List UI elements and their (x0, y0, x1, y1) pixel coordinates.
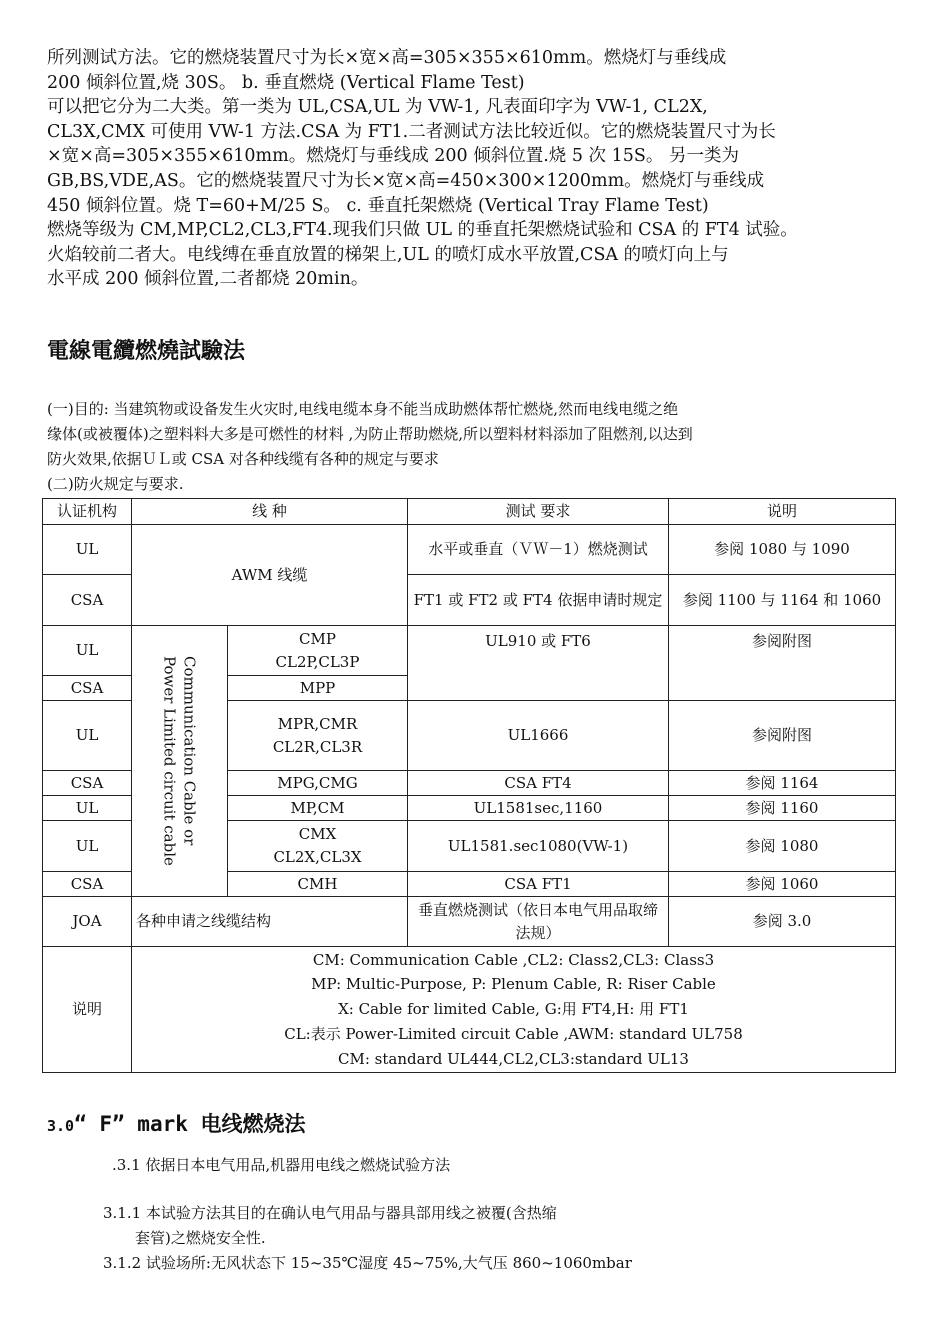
table-notes-row (43, 947, 896, 1073)
intro-line: 水平成 200 倾斜位置,二者都烧 20min。 (47, 269, 369, 290)
intro-line: 450 倾斜位置。烧 T=60+M/25 S。 c. 垂直托架燃烧 (Vertical Tray Flame Test) (47, 195, 709, 216)
cell-note: 参阅 1080 (669, 821, 896, 872)
cell-note: 参阅 1160 (669, 796, 896, 821)
purpose-line: 防火效果,依据ＵＬ或 CSA 对各种线缆有各种的规定与要求 (47, 450, 439, 468)
cell-cable: 各种申请之线缆结构 (132, 897, 408, 947)
cell-note: 参阅附图 (669, 626, 896, 701)
cell-note: 参阅 1080 与 1090 (669, 525, 896, 575)
cell-requirement: UL1581sec,1160 (408, 796, 669, 821)
cell-awm-cable: AWM 线缆 (132, 525, 408, 626)
intro-line: 所列测试方法。它的燃烧装置尺寸为长×宽×高=305×355×610mm。燃烧灯与垂线成 (47, 48, 727, 68)
cell-agency: UL (43, 525, 132, 575)
cell-note: 参阅 3.0 (669, 897, 896, 947)
cell-cable: CMH (228, 872, 408, 897)
cell-cable: MPG,CMG (228, 771, 408, 796)
cable-line: CMX (298, 825, 337, 843)
intro-line: 火焰较前二者大。电线缚在垂直放置的梯架上,UL 的喷灯成水平放置,CSA 的喷灯向上与 (47, 244, 729, 265)
cell-requirement: CSA FT1 (408, 872, 669, 897)
section-number: 3.0 (47, 1117, 75, 1135)
cell-note: 参阅 1164 (669, 771, 896, 796)
header-test-requirement: 测试 要求 (408, 499, 669, 525)
cell-requirement: 垂直燃烧测试（依日本电气用品取缔法规） (408, 897, 669, 947)
cell-requirement: UL910 或 FT6 (408, 626, 669, 701)
header-agency: 认证机构 (43, 499, 132, 525)
table-row (43, 525, 896, 575)
note-line: MP: Multic-Purpose, P: Plenum Cable, R: Riser Cable (311, 975, 716, 994)
cell-requirement: FT1 或 FT2 或 FT4 依据申请时规定 (408, 575, 669, 626)
cable-line: CL2X,CL3X (273, 848, 362, 866)
intro-line: 200 倾斜位置,烧 30S。 b. 垂直燃烧 (Vertical Flame Test) (47, 72, 525, 93)
cell-note: 参阅 1060 (669, 872, 896, 897)
header-cable-type: 线 种 (132, 499, 408, 525)
cell-agency: CSA (43, 676, 132, 701)
section-3-1: .3.1 依据日本电气用品,机器用电线之燃烧试验方法 (112, 1156, 451, 1174)
purpose-line: (一)目的: 当建筑物或设备发生火灾时,电线电缆本身不能当成助燃体帮忙燃烧,然而电线电缆之绝 (47, 400, 679, 418)
intro-line: 可以把它分为二大类。第一类为 UL,CSA,UL 为 VW-1, 凡表面印字为 VW-1, CL2X, (47, 97, 708, 118)
note-line: CM: standard UL444,CL2,CL3:standard UL13 (338, 1049, 689, 1068)
section-title: “ F” mark 电线燃烧法 (74, 1112, 306, 1136)
cell-note: 参阅 1100 与 1164 和 1060 (669, 575, 896, 626)
section-3-1-1-cont: 套管)之燃烧安全性. (135, 1229, 266, 1247)
intro-line: ×宽×高=305×355×610mm。燃烧灯与垂线成 200 倾斜位置.烧 5 次 15S。 另一类为 (47, 146, 739, 167)
note-line: CL:表示 Power-Limited circuit Cable ,AWM: standard UL758 (284, 1024, 743, 1043)
cell-communication-cable-group (132, 626, 228, 897)
table-row (43, 626, 896, 676)
intro-line: 燃烧等级为 CM,MP,CL2,CL3,FT4.现我们只做 UL 的垂直托架燃烧试验和 CSA 的 FT4 试验。 (47, 220, 798, 241)
section-heading-flame-test: 電線電纜燃燒試驗法 (47, 339, 246, 364)
section-3-1-2: 3.1.2 试验场所:无风状态下 15~35℃湿度 45~75%,大气压 860~1060mbar (103, 1254, 632, 1272)
table-row (43, 897, 896, 947)
purpose-line: (二)防火规定与要求. (47, 475, 184, 493)
cell-agency: UL (43, 701, 132, 771)
cell-requirement: 水平或垂直（ＶＷ－1）燃烧测试 (408, 525, 669, 575)
cell-requirement: UL1581.sec1080(VW-1) (408, 821, 669, 872)
cell-note: 参阅附图 (669, 701, 896, 771)
cell-requirement: UL1666 (408, 701, 669, 771)
cell-notes (132, 947, 896, 1073)
cell-cable: MPP (228, 676, 408, 701)
certification-table (42, 498, 896, 1073)
cable-line: CL2P,CL3P (275, 652, 360, 671)
section-3-1-1: 3.1.1 本试验方法其目的在确认电气用品与器具部用线之被覆(含热缩 (103, 1204, 557, 1222)
note-line: CM: Communication Cable ,CL2: Class2,CL3: Class3 (312, 950, 715, 969)
cell-agency: UL (43, 626, 132, 676)
cell-cable: MPR,CMR CL2R,CL3R (228, 701, 408, 771)
purpose-line: 缘体(或被覆体)之塑料料大多是可燃性的材料 ,为防止帮助燃烧,所以塑料材料添加了阻燃剂,以达到 (47, 425, 693, 443)
cell-agency: UL (43, 796, 132, 821)
note-line: X: Cable for limited Cable, G:用 FT4,H: 用 FT1 (338, 1000, 689, 1019)
cable-line: CMP (299, 629, 336, 648)
cell-agency: CSA (43, 872, 132, 897)
header-note: 说明 (669, 499, 896, 525)
cell-notes-label: 说明 (43, 947, 132, 1073)
cell-cable (228, 821, 408, 872)
cell-agency: CSA (43, 575, 132, 626)
intro-line: CL3X,CMX 可使用 VW-1 方法.CSA 为 FT1.二者测试方法比较近似。它的燃烧装置尺寸为长 (47, 121, 776, 142)
table-header-row (43, 499, 896, 525)
intro-text (47, 46, 917, 292)
cell-agency: CSA (43, 771, 132, 796)
vertical-cable-label: Communication Cable or Power Limited circuit cable (160, 656, 199, 866)
cell-cable (228, 626, 408, 676)
intro-line: GB,BS,VDE,AS。它的燃烧装置尺寸为长×宽×高=450×300×1200mm。燃烧灯与垂线成 (47, 170, 765, 191)
purpose-text (47, 397, 917, 497)
cell-cable: MP,CM (228, 796, 408, 821)
cell-agency: UL (43, 821, 132, 872)
cell-agency: JOA (43, 897, 132, 947)
section-heading-f-mark (47, 1108, 306, 1138)
cell-requirement: CSA FT4 (408, 771, 669, 796)
